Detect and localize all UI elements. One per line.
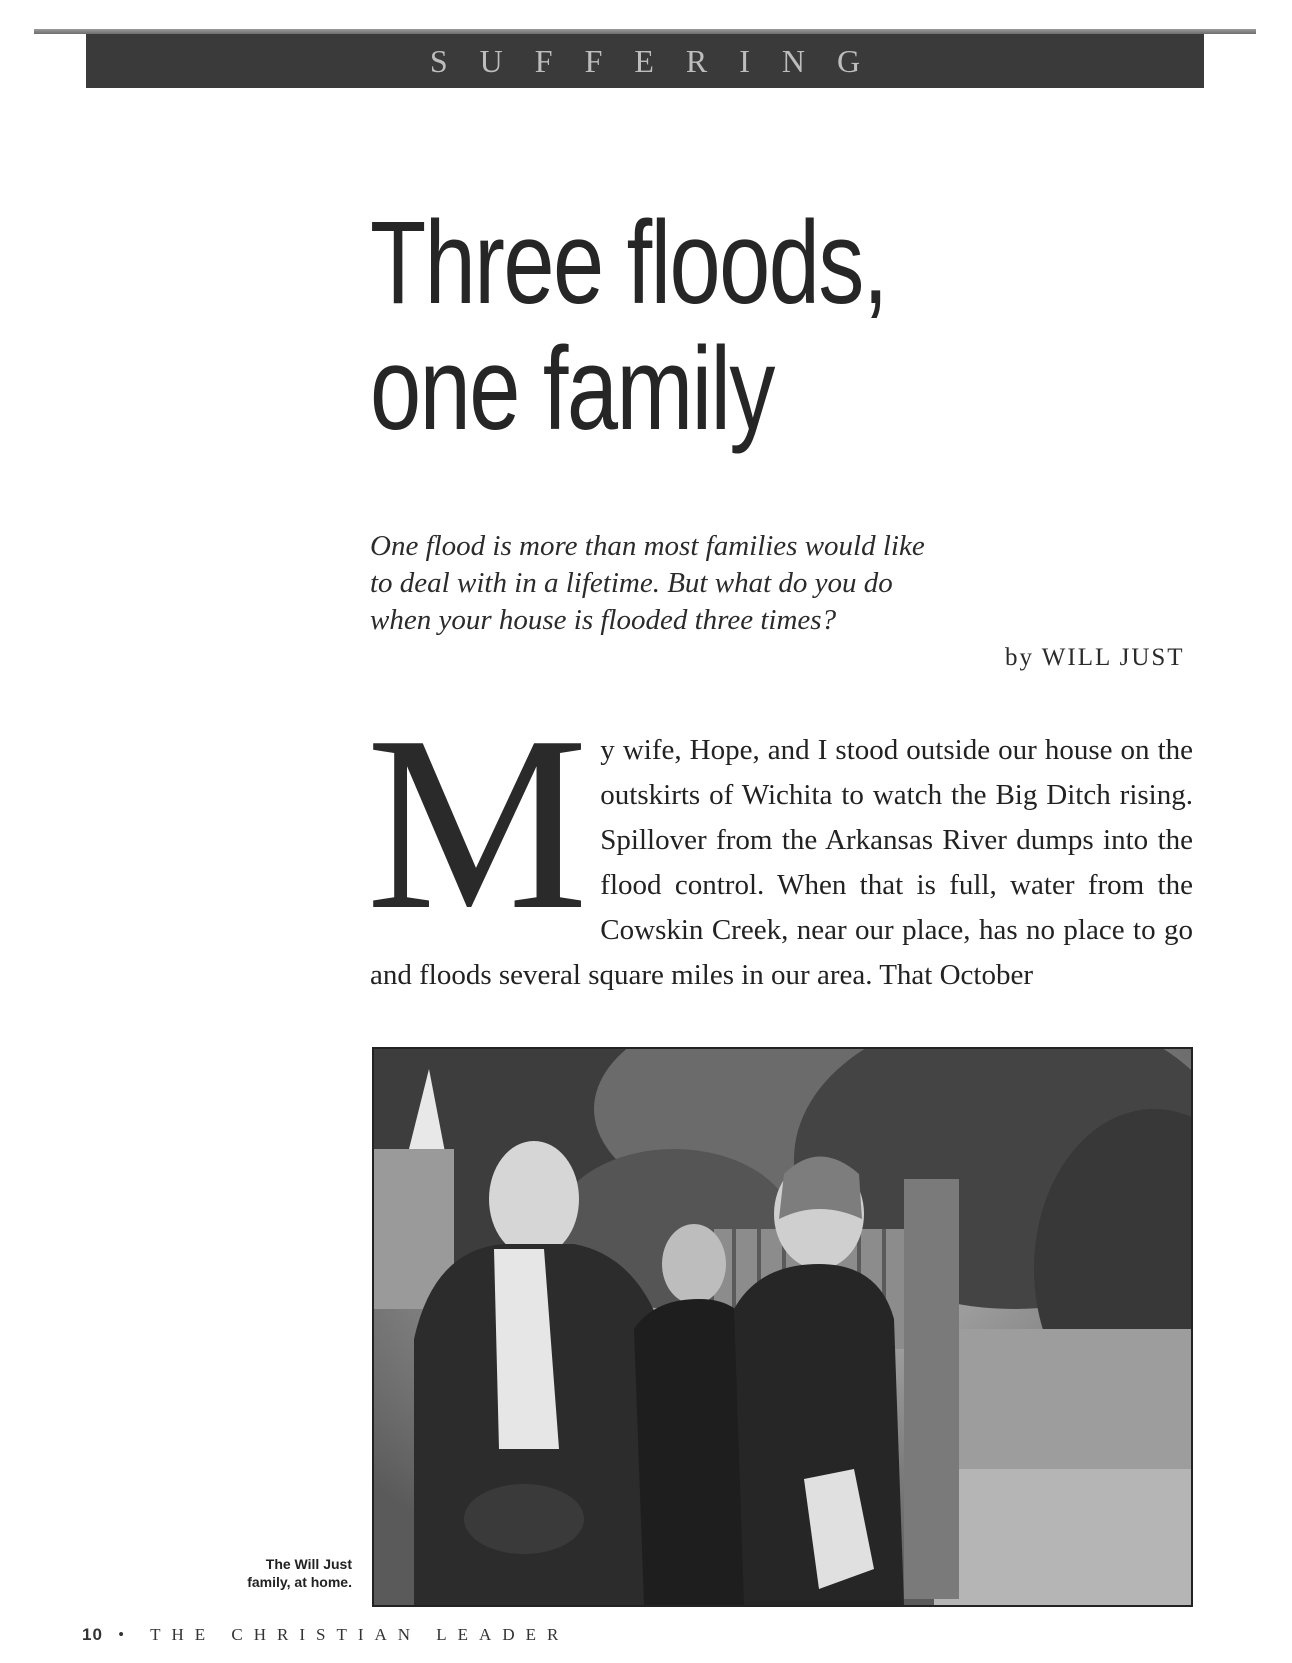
family-photo bbox=[372, 1047, 1193, 1607]
caption-line-1: The Will Just bbox=[265, 1556, 352, 1572]
headline-line-2: one family bbox=[370, 323, 774, 455]
page-number: 10 bbox=[82, 1625, 103, 1644]
publication-name: THE CHRISTIAN LEADER bbox=[150, 1625, 570, 1644]
article-headline bbox=[370, 197, 916, 455]
caption-line-2: family, at home. bbox=[247, 1574, 352, 1590]
section-label: SUFFERING bbox=[429, 42, 893, 79]
family-photo-image bbox=[374, 1049, 1191, 1605]
headline-line-1: Three floods, bbox=[370, 197, 887, 329]
article-deck: One flood is more than most families would like to deal with in a lifetime. But what do you do when your house is flooded three times? bbox=[370, 530, 925, 636]
drop-cap: M bbox=[366, 685, 589, 962]
body-text: y wife, Hope, and I stood outside our house on the outskirts of Wichita to watch the Big Ditch rising. Spillover from the Arkansas River dumps into the flood control. When that is full, water from the Cowskin Creek, near our place, has no place to go and floods several square miles in our area. That October bbox=[370, 734, 1193, 991]
byline: by WILL JUST bbox=[1005, 644, 1185, 671]
section-header-bar bbox=[86, 34, 1204, 88]
page-footer bbox=[82, 1625, 569, 1645]
photo-caption bbox=[200, 1555, 352, 1591]
footer-bullet: • bbox=[118, 1625, 136, 1644]
article-body bbox=[366, 685, 1193, 998]
